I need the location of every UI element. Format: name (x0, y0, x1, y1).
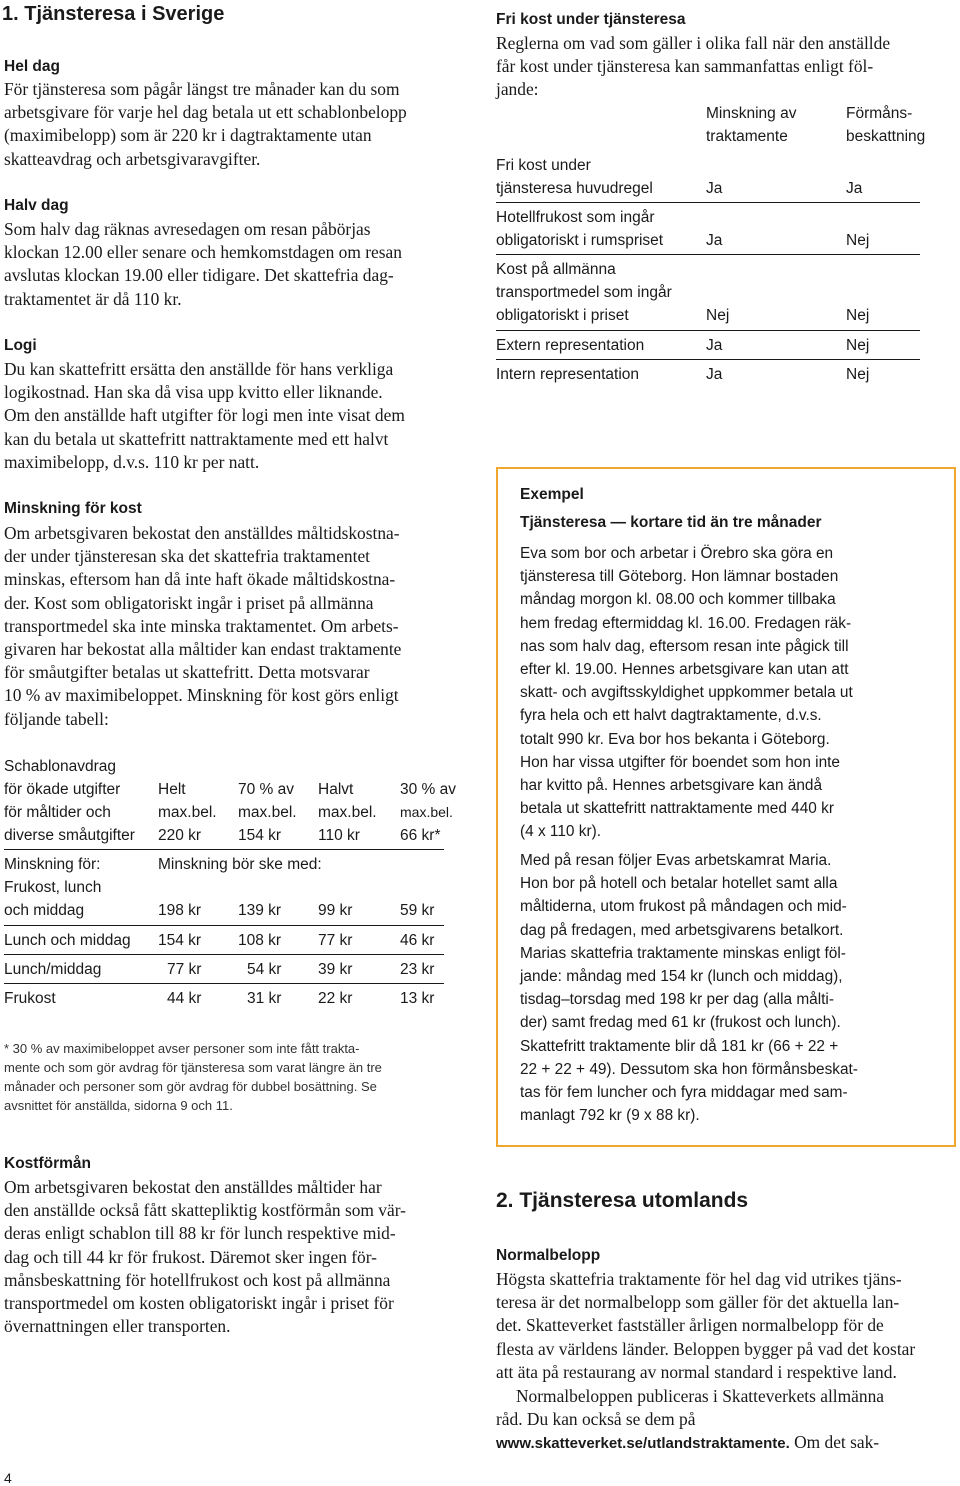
paragraph-halv-dag: Som halv dag räknas avresedagen om resan påbörjas klockan 12.00 eller senare och hemkomstdagen om resan avslutas klockan 19.00 eller tidigare. Det skattefria dag- traktamentet är då 110 kr. (4, 219, 402, 309)
label-line: tjänsteresa huvudregel (496, 180, 653, 197)
table-cell: Nej (846, 307, 870, 324)
label-line: obligatoriskt i rumspriset (496, 232, 664, 249)
table-cell: Nej (846, 232, 870, 249)
table-row-label: Frukost (4, 990, 56, 1007)
header-line: traktamente (706, 128, 788, 145)
table-divider (496, 202, 920, 203)
label-line: Fri kost under (496, 157, 591, 174)
paragraph-hel-dag: För tjänsteresa som pågår längst tre månader kan du som arbetsgivare för varje hel dag betala ut ett schablonbelopp (maximibelopp) som är 220 kr i dagtraktamente utan skatteavdrag och arbetsgivaravgifter. (4, 79, 407, 169)
table-row-label: Intern representation (496, 366, 640, 383)
paragraph-fri-kost: Reglerna om vad som gäller i olika fall när den anställde får kost under tjänsteresa kan sammanfattas enligt föl- jande: (496, 33, 891, 100)
table-cell: 22 kr (318, 990, 353, 1007)
table-header-helt (158, 778, 217, 847)
header-line: max.bel. (158, 804, 217, 821)
header-line: 66 kr* (400, 827, 441, 844)
table-header-minskning (706, 102, 796, 148)
table-cell: 77 kr (167, 961, 202, 978)
paragraph-normalbelopp-2: Normalbeloppen publiceras i Skatteverkets allmänna råd. Du kan också se dem på (496, 1386, 884, 1430)
header-line: för ökade utgifter (4, 781, 121, 798)
table-cell: 77 kr (318, 932, 353, 949)
table-row-label (496, 154, 653, 200)
header-line: 154 kr (238, 827, 282, 844)
table-header-halvt (318, 778, 377, 847)
table-cell: 54 kr (247, 961, 282, 978)
paragraph-logi: Du kan skattefritt ersätta den anställde för hans verkliga logikostnad. Han ska då visa upp kvitto eller liknande. Om den anställde haft utgifter för logi men inte visat dem kan du betala ut skattefritt nattraktamente med ett halvt maximibelopp, d.v.s. 110 kr per natt. (4, 359, 405, 472)
example-paragraph-1: Eva som bor och arbetar i Örebro ska göra en tjänsteresa till Göteborg. Hon lämnar bostaden måndag morgon kl. 08.00 och kommer tillbaka hem fredag eftermiddag kl. 16.00. Fredagen räk- nas som halv dag, eftersom resan inte pågick till efter kl. 19.00. Hennes arbetsgivare kan utan att skatt- och avgiftsskyldighet uppkommer betala ut fyra hela och ett halvt dagtraktamente, d.v.s. totalt 990 kr. Eva bor hos bekanta i Göteborg. Hon har vissa utgifter för boendet som hon inte har kvitto på. Hennes arbetsgivare kan ändå betala ut skattefritt nattraktamente med 440 kr (4 x 110 kr). (520, 545, 853, 841)
table-cell: 139 kr (238, 902, 282, 919)
label-line: obligatoriskt i priset (496, 307, 629, 324)
table-divider (4, 954, 444, 955)
table-cell: Ja (706, 366, 723, 383)
example-box (496, 467, 956, 1147)
table-cell: 46 kr (400, 932, 435, 949)
header-line: max.bel. (238, 804, 297, 821)
fri-kost-table (496, 102, 926, 392)
table-cell: Ja (706, 337, 723, 354)
table-footnote: * 30 % av maximibeloppet avser personer som inte fått trakta- mente och som gör avdrag för tjänsteresa som varat längre än tre månader och personer som gör avdrag för dubbel bosättning. Se avsnittet för anställda, sidorna 9 och 11. (4, 1041, 382, 1113)
skatteverket-link[interactable]: www.skatteverket.se/utlandstraktamente. (496, 1435, 790, 1452)
table-divider (4, 849, 444, 850)
example-paragraph-2: Med på resan följer Evas arbetskamrat Maria. Hon bor på hotell och betalar hotellet samt alla måltiderna, utom frukost på måndagen och mid- dag på fredagen, med arbetsgivarens betalkort. Marias skattefria traktamente minskas enligt föl- jande: måndag med 154 kr (lunch och middag), tisdag–torsdag med 198 kr per dag (alla målti- der) samt fredag med 61 kr (frukost och lunch). Skattefritt traktamente blir då 181 kr (66 + 22 + 22 + 22 + 49). Dessutom ska hon förmånsbeskat- tas för fem luncher och fyra middagar med sam- manlagt 792 kr (9 x 88 kr). (520, 852, 858, 1125)
table-cell: 23 kr (400, 961, 435, 978)
heading-hel-dag: Hel dag (4, 58, 60, 75)
header-line: 70 % av (238, 781, 295, 798)
sub-label-line: Minskning för: (4, 856, 101, 873)
header-line: för måltider och (4, 804, 111, 821)
table-cell: 108 kr (238, 932, 282, 949)
table-row-label: Lunch/middag (4, 961, 102, 978)
label-line: Kost på allmänna (496, 261, 616, 278)
header-line: Förmåns- (846, 105, 913, 122)
schablon-table (4, 755, 457, 1015)
table-row-label (496, 258, 672, 327)
heading-logi: Logi (4, 337, 37, 354)
header-line: 30 % av (400, 781, 457, 798)
example-label: Exempel (520, 486, 584, 503)
heading-minskning-for-kost: Minskning för kost (4, 500, 142, 517)
table-header-30 (400, 778, 456, 847)
table-cell: 99 kr (318, 902, 353, 919)
heading-kostforman: Kostförmån (4, 1155, 91, 1172)
table-divider (496, 254, 920, 255)
paragraph-kostforman: Om arbetsgivaren bekostat den anställdes måltider har den anställde också fått skattepliktig kostförmån som vär- deras enligt schablon till 88 kr för lunch respektive mid- dag och till 44 kr för frukost. Däremot sker ingen för- månsbeskattning för hotellfrukost och kost på allmänna transportmedel om kosten obligatoriskt ingår i priset för övernattningen eller transporten. (4, 1177, 406, 1337)
header-line: 110 kr (318, 827, 360, 844)
label-line: Hotellfrukost som ingår (496, 209, 655, 226)
table-cell: 31 kr (247, 990, 282, 1007)
table-cell: 59 kr (400, 902, 435, 919)
header-line: beskattning (846, 128, 926, 145)
table-cell: 13 kr (400, 990, 435, 1007)
table-cell: Nej (706, 307, 730, 324)
sub-label-line: Frukost, lunch (4, 879, 102, 896)
table-cell: Nej (846, 337, 870, 354)
header-line: max.bel. (318, 804, 377, 821)
sub-label-line: och middag (4, 902, 85, 919)
paragraph-normalbelopp: Högsta skattefria traktamente för hel dag vid utrikes tjäns- teresa är det normalbelopp som gäller för det aktuella lan- det. Skatteverket fastställer årligen normalbelopp för de flesta av världens länder. Beloppen bygger på vad det kostar att äta på restaurang av normal standard i respektive land. (496, 1269, 916, 1382)
url-line (496, 1431, 958, 1455)
section-title-utlands: 2. Tjänsteresa utomlands (496, 1189, 749, 1212)
table-header-70 (238, 778, 297, 847)
table-cell: 154 kr (158, 932, 202, 949)
header-line: max.bel. (400, 804, 453, 820)
page-title: 1. Tjänsteresa i Sverige (2, 3, 225, 25)
table-sub-label (4, 853, 101, 922)
table-sub-header: Minskning bör ske med: (158, 856, 322, 873)
url-tail-text: Om det sak- (789, 1432, 880, 1452)
table-divider (4, 925, 444, 926)
table-cell: 198 kr (158, 902, 202, 919)
table-cell: 44 kr (167, 990, 202, 1007)
header-line: Schablonavdrag (4, 758, 117, 775)
example-title: Tjänsteresa — kortare tid än tre månader (520, 514, 822, 531)
table-header-label (4, 755, 135, 847)
table-cell: 39 kr (318, 961, 353, 978)
table-cell: Nej (846, 366, 870, 383)
table-row-label: Lunch och middag (4, 932, 131, 949)
heading-normalbelopp: Normalbelopp (496, 1247, 601, 1264)
table-divider (496, 359, 920, 360)
header-line: Halvt (318, 781, 354, 798)
table-divider (4, 983, 444, 984)
table-divider (496, 330, 920, 331)
header-line: Minskning av (706, 105, 797, 122)
table-cell: Ja (706, 180, 723, 197)
table-header-formansbeskattning (846, 102, 925, 148)
heading-halv-dag: Halv dag (4, 197, 69, 214)
table-row-label (496, 206, 663, 252)
page-number: 4 (4, 1470, 12, 1486)
heading-fri-kost: Fri kost under tjänsteresa (496, 11, 686, 28)
header-line: diverse småutgifter (4, 827, 135, 844)
label-line: transportmedel som ingår (496, 284, 672, 301)
header-line: 220 kr (158, 827, 202, 844)
table-cell: Ja (846, 180, 863, 197)
paragraph-minskning-for-kost: Om arbetsgivaren bekostat den anställdes måltidskostna- der under tjänsteresan ska det skattefria traktamentet minskas, eftersom han då inte haft ökade måltidskostna- der. Kost som obligatoriskt ingår i priset på allmänna transportmedel ska inte minska traktamentet. Om arbets- givaren har bekostat alla måltider kan endast traktamente för småutgifter betalas ut skattefritt. Detta motsvarar 10 % av maximibeloppet. Minskning för kost görs enligt följande tabell: (4, 523, 402, 729)
header-line: Helt (158, 781, 186, 798)
table-cell: Ja (706, 232, 723, 249)
table-row-label: Extern representation (496, 337, 645, 354)
